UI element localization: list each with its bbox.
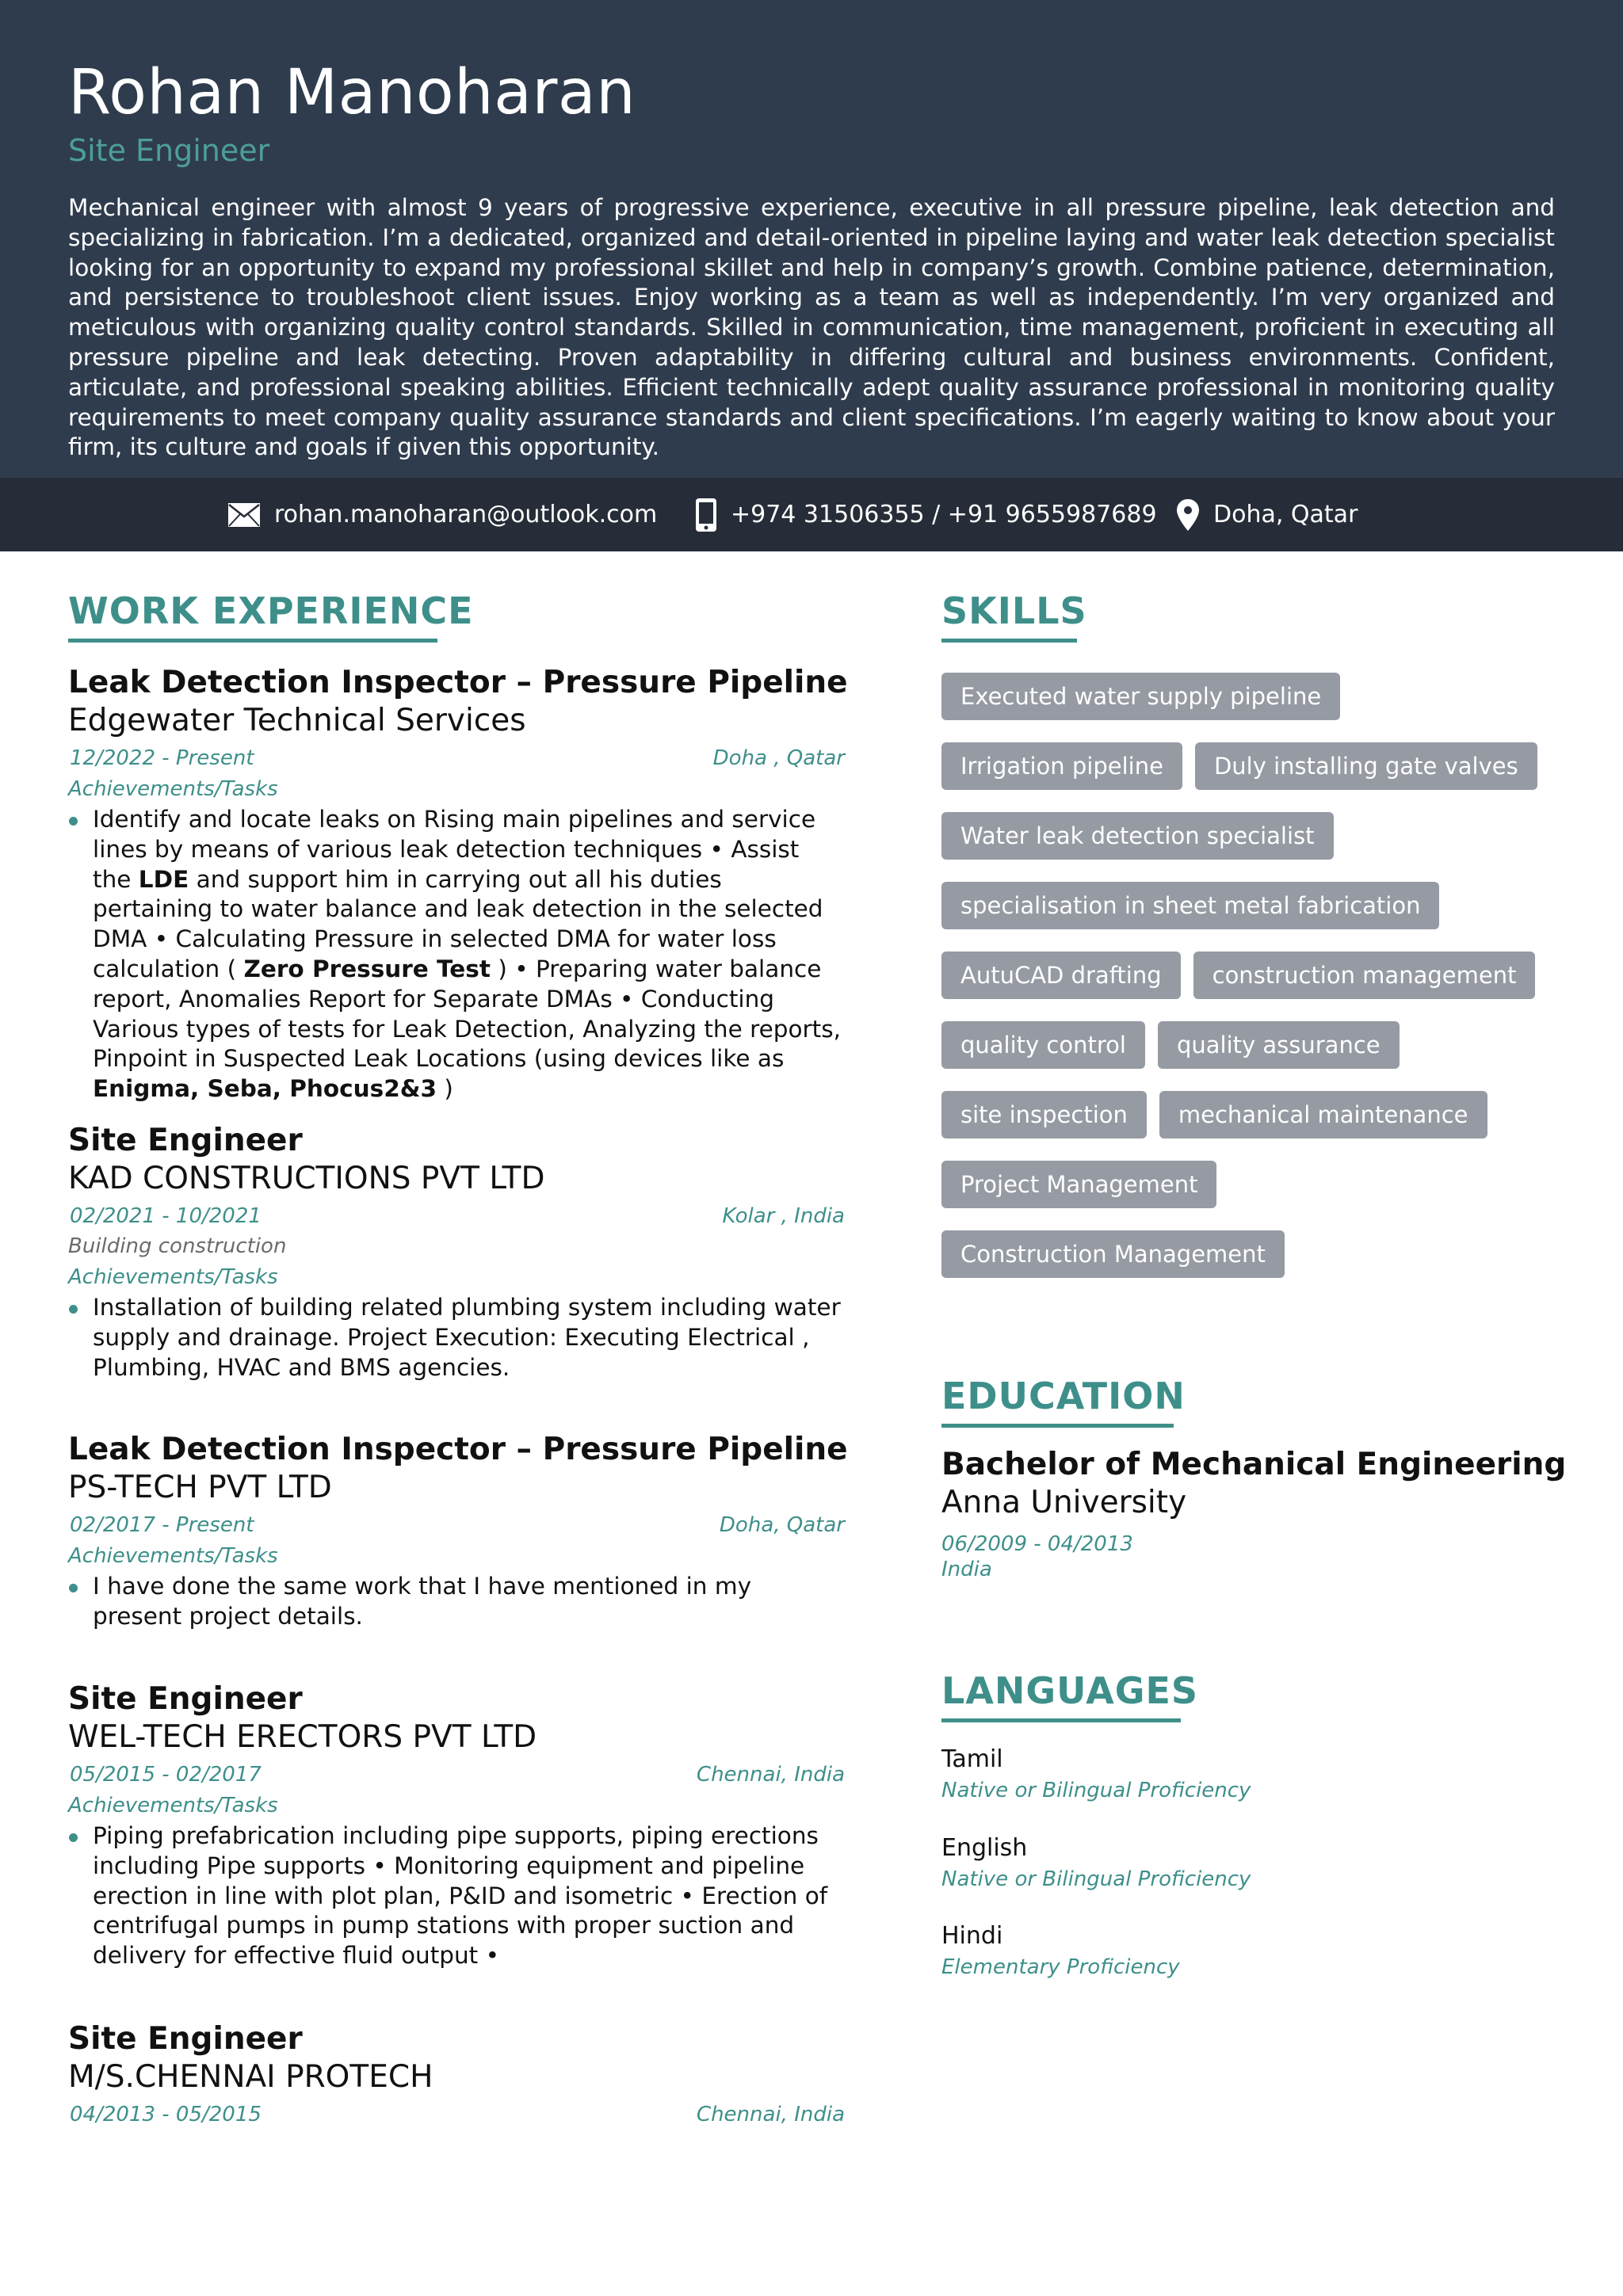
job-dates: 02/2017 - Present bbox=[70, 1513, 254, 1537]
skills-underline bbox=[941, 639, 1077, 643]
work-experience-heading: WORK EXPERIENCE bbox=[68, 589, 474, 632]
skill-tag: construction management bbox=[1193, 952, 1536, 999]
language-name: English bbox=[941, 1834, 1028, 1862]
location-text: Doha, Qatar bbox=[1213, 501, 1358, 528]
language-level: Native or Bilingual Proficiency bbox=[941, 1779, 1251, 1802]
achievements-label: Achievements/Tasks bbox=[68, 1265, 278, 1289]
phone-text: +974 31506355 / +91 9655987689 bbox=[731, 501, 1157, 528]
profile-summary: Mechanical engineer with almost 9 years of progressive experience, executive in all pressure pipeline, leak detection and specializing in fabrication. I’m a dedicated, organized and detail-oriented in pipeline laying and water leak detection specialist looking for an opportunity to expand my professional skillet and help in company’s growth. Combine patience, determination, and persistence to troubleshoot client issues. Enjoy working as a team as well as independently. I’m very organized and meticulous with organizing quality control standards. Skilled in communication, time management, proficient in executing all pressure pipeline and leak detecting. Proven adaptability in differing cultural and business environments. Confident, articulate, and professional speaking abilities. Efficient technically adept quality assurance professional in monitoring quality requirements to meet company quality assurance standards and client specifications. I’m eagerly waiting to know about your firm, its culture and goals if given this opportunity. bbox=[68, 194, 1555, 461]
resume-header bbox=[0, 0, 1623, 478]
skill-tag: site inspection bbox=[941, 1091, 1147, 1138]
job-title: Leak Detection Inspector – Pressure Pipeline bbox=[68, 665, 848, 700]
languages-underline bbox=[941, 1718, 1181, 1722]
education-dates: 06/2009 - 04/2013 bbox=[941, 1532, 1133, 1556]
education-location: India bbox=[941, 1558, 992, 1581]
skill-tag: quality control bbox=[941, 1021, 1145, 1069]
skill-row bbox=[941, 882, 1560, 929]
job-company: M/S.CHENNAI PROTECH bbox=[68, 2059, 433, 2095]
job-entry-4 bbox=[68, 1680, 845, 1971]
language-name: Hindi bbox=[941, 1922, 1003, 1950]
skill-tag: AutuCAD drafting bbox=[941, 952, 1181, 999]
skill-row bbox=[941, 812, 1560, 860]
skill-tag: quality assurance bbox=[1158, 1021, 1400, 1069]
email-text: rohan.manoharan@outlook.com bbox=[274, 501, 658, 528]
skill-tag: Duly installing gate valves bbox=[1195, 742, 1537, 790]
skill-tag: Water leak detection specialist bbox=[941, 812, 1334, 860]
job-dates: 04/2013 - 05/2015 bbox=[70, 2103, 262, 2126]
job-meta bbox=[68, 1510, 845, 1540]
job-title: Site Engineer bbox=[68, 2021, 303, 2057]
candidate-role: Site Engineer bbox=[68, 133, 270, 168]
job-entry-2 bbox=[68, 1122, 845, 1383]
job-location: Doha, Qatar bbox=[719, 1513, 845, 1537]
job-bullet: I have done the same work that I have mentioned in my present project details. bbox=[68, 1572, 845, 1632]
job-meta bbox=[68, 743, 845, 773]
job-bullet: Piping prefabrication including pipe supports, piping erections including Pipe supports • Monitoring equipment and pipeline erection in line with plot plan, P&ID and isometric • Erection of centrifugal pumps in pump stations with proper suction and delivery for effective fluid output • bbox=[68, 1821, 845, 1971]
job-title: Site Engineer bbox=[68, 1681, 303, 1717]
job-bullet: Installation of building related plumbing system including water supply and drainage. Project Execution: Executing Electrical , Plumbing, HVAC and BMS agencies. bbox=[68, 1293, 845, 1383]
skill-row bbox=[941, 952, 1560, 999]
job-location: Kolar , India bbox=[722, 1204, 845, 1228]
skill-tag: mechanical maintenance bbox=[1159, 1091, 1487, 1138]
language-name: Tamil bbox=[941, 1745, 1003, 1773]
job-entry-3 bbox=[68, 1431, 848, 1632]
education-underline bbox=[941, 1424, 1174, 1428]
job-title: Leak Detection Inspector – Pressure Pipeline bbox=[68, 1432, 848, 1467]
candidate-name: Rohan Manoharan bbox=[68, 57, 636, 128]
job-dates: 12/2022 - Present bbox=[70, 746, 254, 770]
skill-row bbox=[941, 1021, 1560, 1069]
education-school: Anna University bbox=[941, 1485, 1187, 1520]
skill-tag: Project Management bbox=[941, 1161, 1216, 1208]
skill-row bbox=[941, 742, 1560, 790]
job-company: Edgewater Technical Services bbox=[68, 703, 526, 738]
contact-bar bbox=[0, 478, 1623, 551]
skill-row bbox=[941, 1091, 1560, 1138]
job-entry-1 bbox=[68, 664, 848, 1104]
job-title: Site Engineer bbox=[68, 1123, 303, 1158]
job-location: Chennai, India bbox=[696, 2103, 845, 2126]
job-company: WEL-TECH ERECTORS PVT LTD bbox=[68, 1719, 537, 1755]
job-subtitle: Building construction bbox=[68, 1234, 287, 1258]
skill-tag: Irrigation pipeline bbox=[941, 742, 1182, 790]
skill-row bbox=[941, 1161, 1560, 1208]
education-heading: EDUCATION bbox=[941, 1375, 1186, 1417]
job-location: Doha , Qatar bbox=[712, 746, 845, 770]
skills-list bbox=[941, 673, 1560, 1300]
education-degree: Bachelor of Mechanical Engineering bbox=[941, 1447, 1567, 1482]
language-level: Elementary Proficiency bbox=[941, 1955, 1180, 1979]
job-bullet: Identify and locate leaks on Rising main pipelines and service lines by means of various leak detection techniques • Assist the LDE and support him in carrying out all his duties pertaining to water balance and leak detection in the selected DMA • Calculating Pressure in selected DMA for water loss calculation ( Zero Pressure Test ) • Preparing water balance report, Anomalies Report for Separate DMAs • Conducting Various types of tests for Leak Detection, Analyzing the reports, Pinpoint in Suspected Leak Locations (using devices like as Enigma, Seba, Phocus2&3 ) bbox=[68, 805, 845, 1104]
contact-location bbox=[1177, 478, 1358, 551]
contact-email[interactable] bbox=[228, 478, 657, 551]
skill-tag: specialisation in sheet metal fabrication bbox=[941, 882, 1439, 929]
job-location: Chennai, India bbox=[696, 1763, 845, 1787]
languages-heading: LANGUAGES bbox=[941, 1669, 1199, 1712]
achievements-label: Achievements/Tasks bbox=[68, 777, 278, 801]
skills-heading: SKILLS bbox=[941, 589, 1087, 632]
language-level: Native or Bilingual Proficiency bbox=[941, 1867, 1251, 1891]
achievements-label: Achievements/Tasks bbox=[68, 1794, 278, 1817]
job-meta bbox=[68, 1760, 845, 1790]
job-meta bbox=[68, 2100, 845, 2130]
job-company: PS-TECH PVT LTD bbox=[68, 1470, 332, 1505]
work-experience-underline bbox=[68, 639, 437, 643]
contact-phone[interactable] bbox=[696, 478, 1157, 551]
mobile-phone-icon bbox=[696, 498, 716, 532]
job-entry-5 bbox=[68, 2020, 845, 2130]
job-dates: 05/2015 - 02/2017 bbox=[70, 1763, 262, 1787]
skill-row bbox=[941, 1230, 1560, 1278]
skill-tag: Executed water supply pipeline bbox=[941, 673, 1340, 720]
envelope-icon bbox=[228, 503, 260, 527]
skill-row bbox=[941, 673, 1560, 720]
job-meta bbox=[68, 1201, 845, 1231]
achievements-label: Achievements/Tasks bbox=[68, 1544, 278, 1568]
job-dates: 02/2021 - 10/2021 bbox=[70, 1204, 262, 1228]
job-company: KAD CONSTRUCTIONS PVT LTD bbox=[68, 1161, 545, 1196]
location-pin-icon bbox=[1177, 499, 1199, 531]
skill-tag: Construction Management bbox=[941, 1230, 1285, 1278]
